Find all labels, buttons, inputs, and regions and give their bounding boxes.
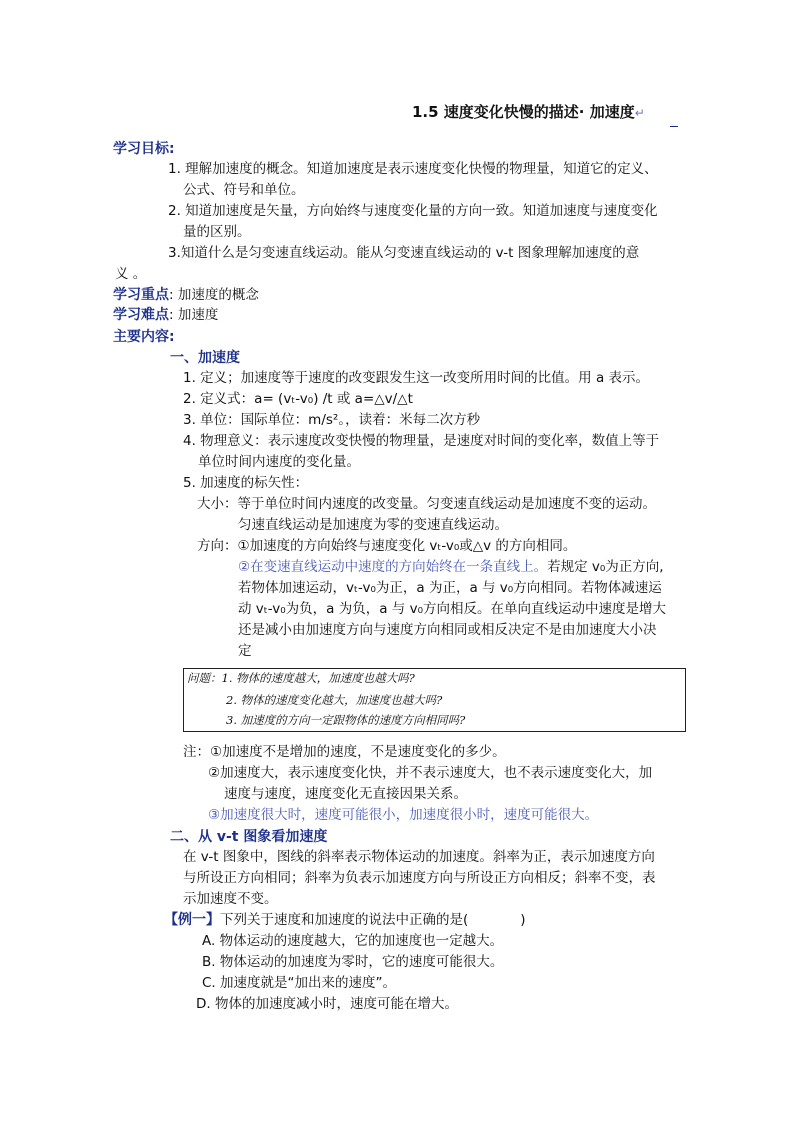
option-a: A. 物体运动的速度越大，它的加速度也一定越大。 [202, 933, 504, 949]
key-point-label: 学习重点 [113, 287, 169, 303]
difficulty [113, 305, 218, 325]
note-2-line1: ②加速度大，表示速度变化快，并不表示速度大，也不表示速度变化大，加 [208, 765, 653, 781]
direction-line6: 定 [238, 643, 252, 659]
size-line1: 大小：等于单位时间内速度的改变量。匀变速直线运动是加速度不变的运动。 [197, 496, 656, 512]
example-question: 下列关于速度和加速度的说法中正确的是( [220, 912, 469, 928]
difficulty-label: 学习难点 [113, 307, 169, 323]
option-d: D. 物体的加速度减小时，速度可能在增大。 [196, 996, 458, 1012]
direction-line1: 方向：①加速度的方向始终与速度变化 vₜ-v₀或△v 的方向相同。 [197, 538, 577, 554]
title-mark-line [670, 126, 678, 127]
unit: 3. 单位：国际单位：m/s²。，读着：米每二次方秒 [183, 412, 481, 428]
questions-line1 [187, 670, 415, 686]
direction-line2 [238, 557, 664, 577]
section2-line1: 在 v-t 图象中，图线的斜率表示物体运动的加速度。斜率为正，表示加速度方向 [183, 849, 655, 865]
objective-1-line1: 1. 理解加速度的概念。知道加速度是表示速度变化快慢的物理量，知道它的定义、 [168, 161, 658, 177]
note-3: ③加速度很大时，速度可能很小，加速度很小时，速度可能很大。 [208, 807, 599, 823]
size-line2: 匀速直线运动是加速度为零的变速直线运动。 [238, 517, 508, 533]
objective-3-line2: 义 。 [115, 266, 147, 282]
option-c: C. 加速度就是“加出来的速度”。 [202, 975, 396, 991]
meaning-line2: 单位时间内速度的变化量。 [198, 454, 360, 470]
direction-line5: 还是减小由加速度方向与速度方向相同或相反决定不是由加速度大小决 [238, 622, 657, 638]
option-b: B. 物体运动的加速度为零时，它的速度可能很大。 [202, 954, 504, 970]
example-paren-close: ) [520, 912, 526, 928]
objective-3-line1: 3.知道什么是匀变速直线运动。能从匀变速直线运动的 v-t 图象理解加速度的意 [168, 245, 640, 261]
page-title [412, 101, 645, 122]
section1-heading: 一、加速度 [170, 350, 240, 366]
direction-line3: 若物体加速运动，vₜ-v₀为正，a 为正，a 与 v₀方向相同。若物体减速运 [238, 580, 662, 596]
objective-2-line1: 2. 知道加速度是矢量，方向始终与速度变化量的方向一致。知道加速度与速度变化 [168, 203, 658, 219]
difficulty-text: 加速度 [177, 307, 219, 323]
direction-blue-text: ②在变速直线运动中速度的方向始终在一条直线上。 [238, 559, 548, 575]
main-content-heading: 主要内容: [113, 329, 175, 345]
objective-2-line2: 量的区别。 [183, 224, 251, 240]
direction-line2-rest: 若规定 v₀为正方向, [547, 559, 664, 575]
difficulty-sep: : [169, 307, 178, 323]
direction-line4: 动 vₜ-v₀为负，a 为负，a 与 v₀方向相反。在单向直线运动中速度是增大 [238, 601, 666, 617]
meaning-line1: 4. 物理意义：表示速度改变快慢的物理量，是速度对时间的变化率，数值上等于 [183, 433, 660, 449]
questions-label: 问题： [187, 671, 222, 685]
key-point-text: 加速度的概念 [177, 287, 259, 303]
section2-line2: 与所设正方向相同；斜率为负表示加速度方向与所设正方向相反；斜率不变，表 [183, 870, 656, 886]
objectives-heading: 学习目标: [113, 141, 175, 157]
paragraph-mark: ↵ [634, 106, 645, 120]
section2-heading: 二、从 v-t 图象看加速度 [170, 829, 328, 845]
question-3: 3. 加速度的方向一定跟物体的速度方向相同吗? [226, 713, 466, 727]
question-2: 2. 物体的速度变化越大，加速度也越大吗? [226, 693, 443, 707]
formula: 2. 定义式：a= (vₜ-v₀) /t 或 a=△v/△t [183, 391, 413, 407]
note-1: 注：①加速度不是增加的速度，不是速度变化的多少。 [183, 744, 506, 760]
definition: 1. 定义；加速度等于速度的改变跟发生这一改变所用时间的比值。用 a 表示。 [183, 370, 650, 386]
key-point [113, 285, 259, 305]
title-text: 1.5 速度变化快慢的描述· 加速度 [412, 103, 635, 121]
example-stem [164, 910, 526, 930]
objective-1-line2: 公式、符号和单位。 [183, 182, 305, 198]
section2-line3: 示加速度不变。 [183, 891, 278, 907]
question-1: 1. 物体的速度越大，加速度也越大吗? [221, 671, 415, 685]
example-label: 【例一】 [164, 912, 220, 928]
note-2-line2: 速度与速度，速度变化无直接因果关系。 [224, 786, 467, 802]
vector-nature: 5. 加速度的标矢性： [183, 475, 309, 491]
key-point-sep: : [169, 287, 178, 303]
